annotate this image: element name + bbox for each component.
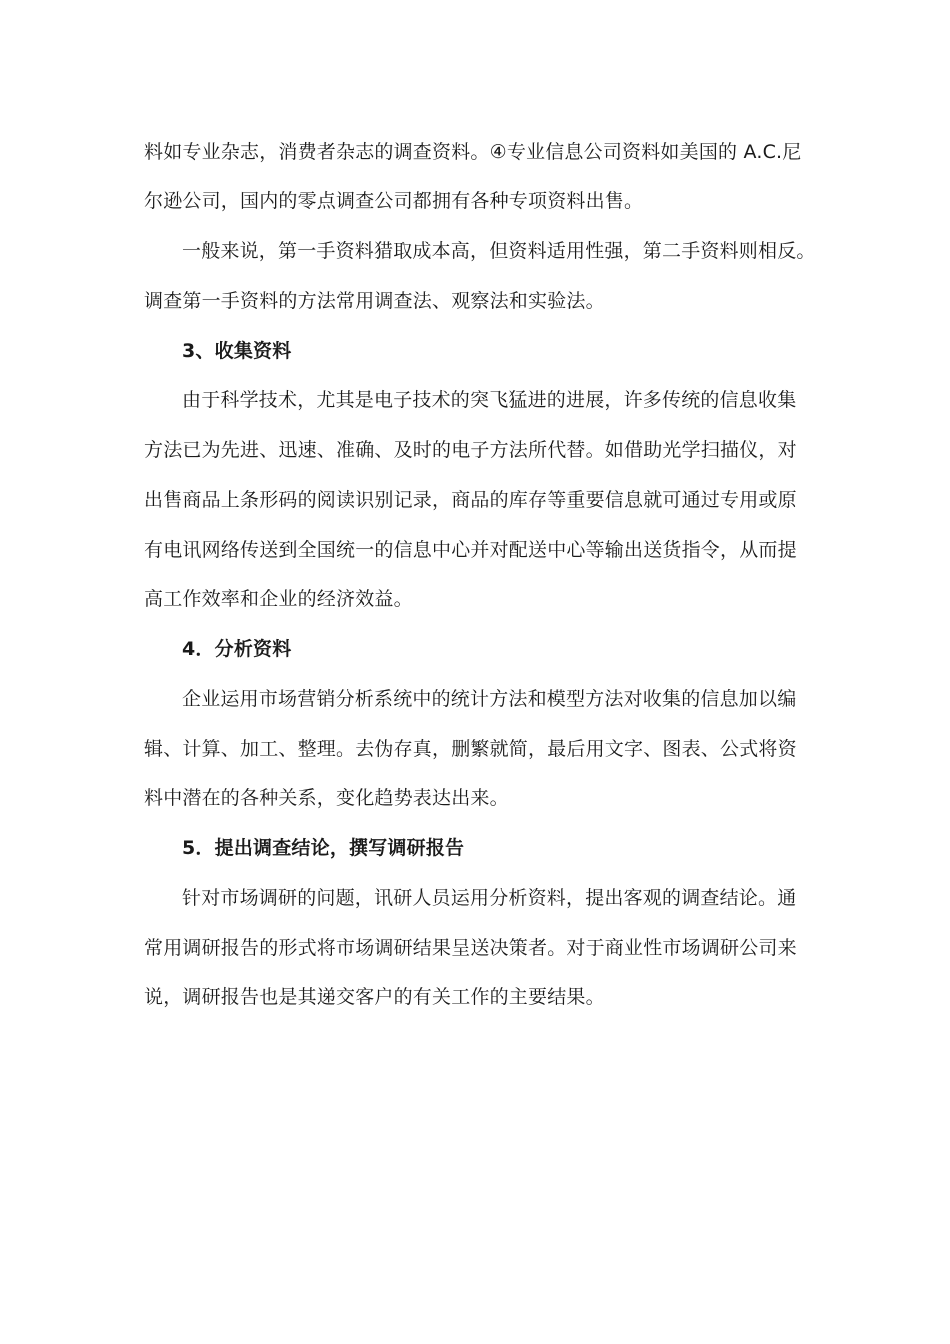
section-heading-analyze-data: 4．分析资料 [182, 638, 292, 660]
text-line: 说，调研报告也是其递交客户的有关工作的主要结果。 [144, 986, 605, 1008]
text-line: 方法已为先进、迅速、准确、及时的电子方法所代替。如借助光学扫描仪，对 [144, 439, 797, 461]
paragraph-first-line: 针对市场调研的问题，讯研人员运用分析资料，提出客观的调查结论。通 [182, 887, 797, 909]
paragraph-first-line: 企业运用市场营销分析系统中的统计方法和模型方法对收集的信息加以编 [182, 688, 797, 710]
section-heading-conclusion-report: 5．提出调查结论，撰写调研报告 [182, 837, 465, 859]
text-line: 高工作效率和企业的经济效益。 [144, 588, 413, 610]
text-line: 有电讯网络传送到全国统一的信息中心并对配送中心等输出送货指令，从而提 [144, 539, 797, 561]
text-line: 调查第一手资料的方法常用调查法、观察法和实验法。 [144, 290, 605, 312]
paragraph-first-line: 由于科学技术，尤其是电子技术的突飞猛进的进展，许多传统的信息收集 [182, 389, 797, 411]
text-line: 常用调研报告的形式将市场调研结果呈送决策者。对于商业性市场调研公司来 [144, 937, 797, 959]
text-line: 出售商品上条形码的阅读识别记录，商品的库存等重要信息就可通过专用或原 [144, 489, 797, 511]
section-heading-collect-data: 3、收集资料 [182, 340, 292, 362]
text-line: 辑、计算、加工、整理。去伪存真，删繁就简，最后用文字、图表、公式将资 [144, 738, 797, 760]
text-line: 尔逊公司，国内的零点调查公司都拥有各种专项资料出售。 [144, 190, 644, 212]
paragraph-first-line: 一般来说，第一手资料猎取成本高，但资料适用性强，第二手资料则相反。 [182, 240, 816, 262]
text-line: 料如专业杂志，消费者杂志的调查资料。④专业信息公司资料如美国的 A.C.尼 [144, 141, 802, 163]
text-line: 料中潜在的各种关系，变化趋势表达出来。 [144, 787, 509, 809]
